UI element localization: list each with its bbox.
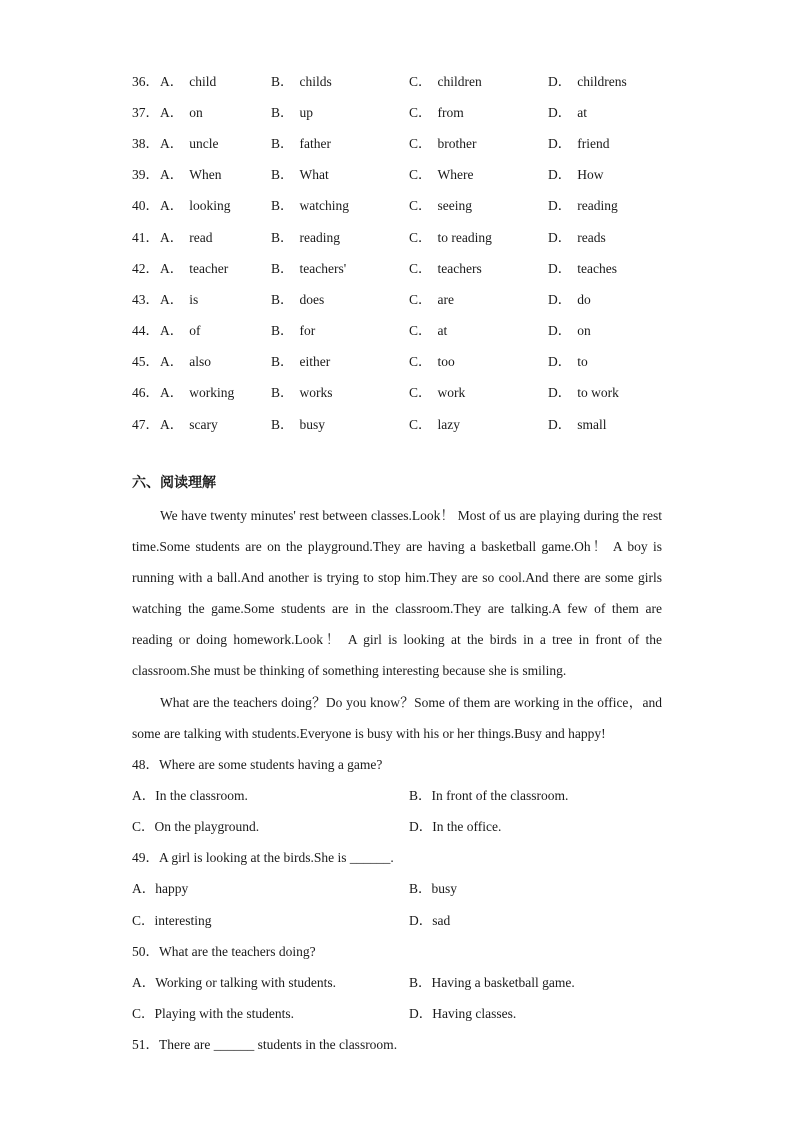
option-text: either bbox=[299, 354, 331, 370]
option-text: on bbox=[189, 104, 203, 120]
option-letter: D． bbox=[548, 104, 572, 120]
option-letter: A． bbox=[160, 167, 184, 183]
option-letter: A． bbox=[160, 73, 184, 89]
option-text: to bbox=[577, 354, 588, 370]
question-50-stem: 50．What are the teachers doing? bbox=[132, 943, 316, 959]
option-d[interactable] bbox=[548, 257, 688, 277]
option-letter: C． bbox=[409, 260, 432, 276]
option-text: work bbox=[437, 385, 466, 401]
option-text: scary bbox=[189, 416, 218, 432]
question-48-stem: 48．Where are some students having a game? bbox=[132, 756, 383, 772]
option-b[interactable] bbox=[271, 226, 409, 246]
reading-passage bbox=[132, 500, 662, 749]
option-text: children bbox=[437, 73, 482, 89]
option-b[interactable] bbox=[271, 132, 409, 152]
option-letter: B． bbox=[271, 198, 294, 214]
option-b[interactable] bbox=[271, 194, 409, 214]
option-letter: A． bbox=[160, 291, 184, 307]
question-number: 37． bbox=[132, 104, 159, 120]
option-letter: B． bbox=[271, 229, 294, 245]
question-49-option-b[interactable]: B．busy bbox=[409, 881, 458, 897]
option-letter: A． bbox=[160, 229, 184, 245]
option-c[interactable] bbox=[409, 381, 548, 401]
option-b[interactable] bbox=[271, 163, 409, 183]
option-a[interactable] bbox=[160, 132, 271, 152]
passage-paragraph-1: We have twenty minutes' rest between classes.Look！ Most of us are playing during the rest time.Some students are on the playground.They are having a basketball game.Oh！ A boy is running with a ball.And another is trying to stop him.They are so cool.And there are some girls watching the game.Some students are in the classroom.They are talking.A few of them are reading or doing homework.Look！ A girl is looking at the birds in a tree in front of the classroom.She must be thinking of something interesting because she is smiling. bbox=[132, 508, 662, 679]
option-text: at bbox=[437, 323, 448, 339]
cloze-question-row bbox=[132, 376, 732, 407]
option-c[interactable] bbox=[409, 288, 548, 308]
option-text: read bbox=[189, 229, 213, 245]
option-letter: D． bbox=[548, 354, 572, 370]
option-text: from bbox=[437, 104, 464, 120]
option-letter: B． bbox=[271, 260, 294, 276]
option-letter: D． bbox=[548, 198, 572, 214]
option-letter: D． bbox=[548, 385, 572, 401]
option-a[interactable] bbox=[160, 319, 271, 339]
option-letter: C． bbox=[409, 229, 432, 245]
question-50-option-c[interactable]: C．Playing with the students. bbox=[132, 1006, 294, 1022]
option-letter: D． bbox=[548, 135, 572, 151]
option-text: childs bbox=[299, 73, 332, 89]
option-text: child bbox=[189, 73, 217, 89]
option-letter: B． bbox=[271, 104, 294, 120]
question-number: 44． bbox=[132, 323, 159, 339]
cloze-question-row bbox=[132, 189, 732, 220]
option-text: are bbox=[437, 291, 454, 307]
option-text: do bbox=[577, 291, 591, 307]
section-title: 六、阅读理解 bbox=[132, 475, 216, 491]
option-d[interactable] bbox=[548, 132, 688, 152]
question-number: 43． bbox=[132, 291, 159, 307]
question-48-option-d[interactable]: D．In the office. bbox=[409, 818, 502, 834]
option-c[interactable] bbox=[409, 257, 548, 277]
option-b[interactable] bbox=[271, 350, 409, 370]
reading-questions bbox=[132, 747, 662, 1059]
option-text: teachers' bbox=[299, 260, 347, 276]
option-text: of bbox=[189, 323, 201, 339]
option-c[interactable] bbox=[409, 194, 548, 214]
question-48-option-a[interactable]: A．In the classroom. bbox=[132, 787, 248, 803]
option-letter: A． bbox=[160, 385, 184, 401]
question-number: 38． bbox=[132, 135, 159, 151]
option-text: does bbox=[299, 291, 325, 307]
option-c[interactable] bbox=[409, 70, 548, 90]
option-letter: B． bbox=[271, 167, 294, 183]
option-c[interactable] bbox=[409, 413, 548, 433]
option-text: works bbox=[299, 385, 333, 401]
option-a[interactable] bbox=[160, 101, 271, 121]
option-text: for bbox=[299, 323, 316, 339]
option-a[interactable] bbox=[160, 194, 271, 214]
option-text: up bbox=[299, 104, 314, 120]
option-letter: C． bbox=[409, 73, 432, 89]
option-letter: A． bbox=[160, 416, 184, 432]
option-text: reads bbox=[577, 229, 606, 245]
option-letter: C． bbox=[409, 167, 432, 183]
option-letter: C． bbox=[409, 385, 432, 401]
option-a[interactable] bbox=[160, 257, 271, 277]
option-text: reading bbox=[577, 198, 618, 214]
option-text: looking bbox=[189, 198, 231, 214]
option-letter: B． bbox=[271, 385, 294, 401]
option-c[interactable] bbox=[409, 319, 548, 339]
option-d[interactable] bbox=[548, 101, 688, 121]
option-letter: B． bbox=[271, 323, 294, 339]
option-text: What bbox=[299, 167, 329, 183]
option-text: childrens bbox=[577, 73, 627, 89]
option-a[interactable] bbox=[160, 226, 271, 246]
cloze-question-row bbox=[132, 126, 732, 157]
option-letter: B． bbox=[271, 73, 294, 89]
option-b[interactable] bbox=[271, 70, 409, 90]
cloze-question-row bbox=[132, 314, 732, 345]
option-letter: A． bbox=[160, 323, 184, 339]
option-a[interactable] bbox=[160, 288, 271, 308]
option-text: is bbox=[189, 291, 199, 307]
question-50-options-row-1 bbox=[132, 965, 662, 996]
option-a[interactable] bbox=[160, 350, 271, 370]
option-text: on bbox=[577, 323, 591, 339]
option-b[interactable] bbox=[271, 319, 409, 339]
option-text: watching bbox=[299, 198, 350, 214]
option-text: too bbox=[437, 354, 455, 370]
option-letter: D． bbox=[548, 73, 572, 89]
question-49-option-a[interactable]: A．happy bbox=[132, 881, 189, 897]
option-text: When bbox=[189, 167, 222, 183]
question-number: 45． bbox=[132, 354, 159, 370]
option-text: Where bbox=[437, 167, 474, 183]
question-50-option-b[interactable]: B．Having a basketball game. bbox=[409, 974, 575, 990]
option-d[interactable] bbox=[548, 381, 688, 401]
option-d[interactable] bbox=[548, 319, 688, 339]
option-c[interactable] bbox=[409, 132, 548, 152]
option-letter: C． bbox=[409, 354, 432, 370]
option-letter: A． bbox=[160, 104, 184, 120]
option-text: uncle bbox=[189, 135, 219, 151]
option-a[interactable] bbox=[160, 163, 271, 183]
option-letter: B． bbox=[271, 291, 294, 307]
cloze-question-row bbox=[132, 158, 732, 189]
option-c[interactable] bbox=[409, 163, 548, 183]
option-b[interactable] bbox=[271, 413, 409, 433]
option-letter: C． bbox=[409, 416, 432, 432]
option-d[interactable] bbox=[548, 413, 688, 433]
option-text: small bbox=[577, 416, 607, 432]
option-text: busy bbox=[299, 416, 326, 432]
option-text: to work bbox=[577, 385, 619, 401]
option-b[interactable] bbox=[271, 381, 409, 401]
option-text: seeing bbox=[437, 198, 473, 214]
option-a[interactable] bbox=[160, 413, 271, 433]
option-letter: B． bbox=[271, 354, 294, 370]
question-number: 39． bbox=[132, 167, 159, 183]
cloze-question-row bbox=[132, 407, 732, 438]
cloze-question-row bbox=[132, 345, 732, 376]
option-letter: A． bbox=[160, 198, 184, 214]
option-c[interactable] bbox=[409, 226, 548, 246]
passage-paragraph-2: What are the teachers doing？Do you know？Some of them are working in the office，and some are talking with students.Everyone is busy with his or her things.Busy and happy! bbox=[132, 694, 662, 741]
option-text: lazy bbox=[437, 416, 461, 432]
cloze-question-row bbox=[132, 282, 732, 313]
option-text: working bbox=[189, 385, 235, 401]
option-letter: D． bbox=[548, 229, 572, 245]
option-b[interactable] bbox=[271, 288, 409, 308]
option-d[interactable] bbox=[548, 194, 688, 214]
cloze-options-list bbox=[132, 64, 732, 438]
option-b[interactable] bbox=[271, 257, 409, 277]
option-c[interactable] bbox=[409, 101, 548, 121]
question-number: 47． bbox=[132, 416, 159, 432]
cloze-question-row bbox=[132, 251, 732, 282]
question-number: 40． bbox=[132, 198, 159, 214]
option-c[interactable] bbox=[409, 350, 548, 370]
option-letter: C． bbox=[409, 135, 432, 151]
cloze-question-row bbox=[132, 95, 732, 126]
option-text: brother bbox=[437, 135, 477, 151]
question-number: 36． bbox=[132, 73, 159, 89]
option-text: How bbox=[577, 167, 604, 183]
option-letter: C． bbox=[409, 291, 432, 307]
option-letter: C． bbox=[409, 323, 432, 339]
option-letter: D． bbox=[548, 260, 572, 276]
option-letter: B． bbox=[271, 416, 294, 432]
question-49-stem: 49．A girl is looking at the birds.She is ______. bbox=[132, 850, 394, 866]
option-letter: A． bbox=[160, 354, 184, 370]
option-text: teaches bbox=[577, 260, 617, 276]
cloze-question-row bbox=[132, 220, 732, 251]
option-text: friend bbox=[577, 135, 610, 151]
option-d[interactable] bbox=[548, 163, 688, 183]
option-text: also bbox=[189, 354, 211, 370]
option-letter: B． bbox=[271, 135, 294, 151]
option-text: teachers bbox=[437, 260, 482, 276]
question-49-options-row-2 bbox=[132, 903, 662, 934]
option-text: to reading bbox=[437, 229, 492, 245]
question-51-stem: 51．There are ______ students in the classroom. bbox=[132, 1037, 398, 1053]
question-number: 46． bbox=[132, 385, 159, 401]
option-letter: D． bbox=[548, 323, 572, 339]
option-letter: C． bbox=[409, 104, 432, 120]
option-letter: C． bbox=[409, 198, 432, 214]
option-d[interactable] bbox=[548, 226, 688, 246]
option-a[interactable] bbox=[160, 70, 271, 90]
question-49-option-d[interactable]: D．sad bbox=[409, 912, 451, 928]
option-d[interactable] bbox=[548, 70, 688, 90]
option-letter: D． bbox=[548, 416, 572, 432]
question-50-options-row-2 bbox=[132, 997, 662, 1028]
option-text: father bbox=[299, 135, 331, 151]
option-letter: A． bbox=[160, 260, 184, 276]
option-letter: D． bbox=[548, 291, 572, 307]
question-49-options-row-1 bbox=[132, 872, 662, 903]
option-d[interactable] bbox=[548, 350, 688, 370]
question-48-option-c[interactable]: C．On the playground. bbox=[132, 818, 260, 834]
option-text: at bbox=[577, 104, 587, 120]
question-number: 42． bbox=[132, 260, 159, 276]
option-b[interactable] bbox=[271, 101, 409, 121]
question-50-option-d[interactable]: D．Having classes. bbox=[409, 1006, 517, 1022]
question-48-option-b[interactable]: B．In front of the classroom. bbox=[409, 787, 569, 803]
option-d[interactable] bbox=[548, 288, 688, 308]
question-48-options-row-2 bbox=[132, 809, 662, 840]
question-48-options-row-1 bbox=[132, 778, 662, 809]
question-49-option-c[interactable]: C．interesting bbox=[132, 912, 212, 928]
question-50-option-a[interactable]: A．Working or talking with students. bbox=[132, 974, 337, 990]
option-text: teacher bbox=[189, 260, 229, 276]
option-text: reading bbox=[299, 229, 340, 245]
option-letter: A． bbox=[160, 135, 184, 151]
cloze-question-row bbox=[132, 64, 732, 95]
question-number: 41． bbox=[132, 229, 159, 245]
option-a[interactable] bbox=[160, 381, 271, 401]
option-letter: D． bbox=[548, 167, 572, 183]
